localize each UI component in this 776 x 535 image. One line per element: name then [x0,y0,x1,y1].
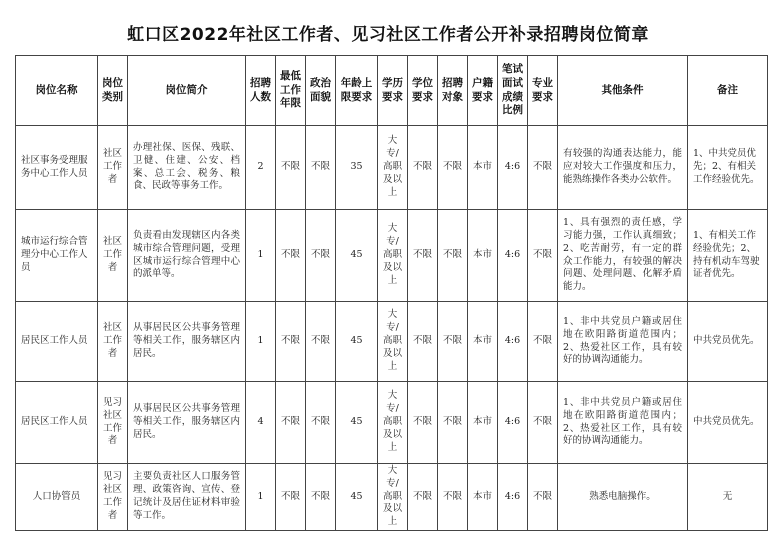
cell-education: 大专/高职及以上 [378,302,408,382]
cell-hukou: 本市 [468,126,498,210]
cell-political: 不限 [306,302,336,382]
table-row [16,126,768,210]
cell-count: 1 [246,210,276,302]
cell-education: 大专/高职及以上 [378,210,408,302]
cell-age: 45 [336,302,378,382]
cell-major: 不限 [528,302,558,382]
header-cell: 学位要求 [408,56,438,126]
header-cell: 招聘对象 [438,56,468,126]
cell-age: 45 [336,210,378,302]
cell-note: 1、中共党员优先；2、有相关工作经验优先。 [688,126,768,210]
cell-education: 大专/高职及以上 [378,126,408,210]
cell-degree: 不限 [408,302,438,382]
page-title: 虹口区2022年社区工作者、见习社区工作者公开补录招聘岗位简章 [127,25,649,45]
cell-major: 不限 [528,464,558,531]
cell-intro: 从事居民区公共事务管理等相关工作，服务辖区内居民。 [128,302,246,382]
cell-ratio: 4:6 [498,382,528,464]
cell-ratio: 4:6 [498,302,528,382]
cell-hukou: 本市 [468,302,498,382]
cell-political: 不限 [306,382,336,464]
cell-target: 不限 [438,464,468,531]
header-cell: 其他条件 [558,56,688,126]
header-cell: 专业要求 [528,56,558,126]
cell-other: 熟悉电脑操作。 [558,464,688,531]
cell-category: 见习社区工作者 [98,464,128,531]
cell-target: 不限 [438,302,468,382]
table-row [16,464,768,531]
cell-other: 1、非中共党员户籍或居住地在欧阳路街道范围内；2、热爱社区工作，具有较好的协调沟通能力。 [558,302,688,382]
header-cell: 备注 [688,56,768,126]
cell-intro: 从事居民区公共事务管理等相关工作，服务辖区内居民。 [128,382,246,464]
cell-note: 中共党员优先。 [688,382,768,464]
header-cell: 最低工作年限 [276,56,306,126]
cell-education: 大专/高职及以上 [378,382,408,464]
cell-hukou: 本市 [468,210,498,302]
cell-major: 不限 [528,210,558,302]
job-table [15,55,768,531]
cell-count: 4 [246,382,276,464]
cell-count: 1 [246,302,276,382]
cell-degree: 不限 [408,210,438,302]
cell-intro: 办理社保、医保、残联、卫健、住建、公安、档案、总工会、税务、粮食、民政等事务工作。 [128,126,246,210]
cell-category: 见习社区工作者 [98,382,128,464]
cell-target: 不限 [438,210,468,302]
cell-ratio: 4:6 [498,210,528,302]
table-header-row [16,56,768,126]
cell-political: 不限 [306,210,336,302]
header-cell: 政治面貌 [306,56,336,126]
cell-intro: 负责看由发现辖区内各类城市综合管理问题，受理区城市运行综合管理中心的派单等。 [128,210,246,302]
cell-education: 大专/高职及以上 [378,464,408,531]
header-cell: 学历要求 [378,56,408,126]
cell-degree: 不限 [408,464,438,531]
cell-target: 不限 [438,126,468,210]
cell-target: 不限 [438,382,468,464]
cell-name: 城市运行综合管理分中心工作人员 [16,210,98,302]
cell-years: 不限 [276,464,306,531]
cell-major: 不限 [528,382,558,464]
header-cell: 岗位简介 [128,56,246,126]
cell-years: 不限 [276,210,306,302]
header-cell: 笔试面试成绩比例 [498,56,528,126]
cell-note: 1、有相关工作经验优先；2、持有机动车驾驶证者优先。 [688,210,768,302]
table-row [16,382,768,464]
cell-name: 人口协管员 [16,464,98,531]
header-cell: 招聘人数 [246,56,276,126]
cell-degree: 不限 [408,126,438,210]
cell-ratio: 4:6 [498,464,528,531]
cell-category: 社区工作者 [98,210,128,302]
cell-other: 有较强的沟通表达能力，能应对较大工作强度和压力，能熟练操作各类办公软件。 [558,126,688,210]
header-cell: 年龄上限要求 [336,56,378,126]
cell-hukou: 本市 [468,464,498,531]
cell-ratio: 4:6 [498,126,528,210]
cell-name: 社区事务受理服务中心工作人员 [16,126,98,210]
header-cell: 岗位类别 [98,56,128,126]
table-row [16,302,768,382]
cell-other: 1、非中共党员户籍或居住地在欧阳路街道范围内；2、热爱社区工作，具有较好的协调沟通能力。 [558,382,688,464]
table-row [16,210,768,302]
cell-name: 居民区工作人员 [16,382,98,464]
cell-age: 45 [336,464,378,531]
cell-intro: 主要负责社区人口服务管理、政策咨询、宣传、登记统计及居住证材料审验等工作。 [128,464,246,531]
cell-category: 社区工作者 [98,302,128,382]
cell-political: 不限 [306,126,336,210]
cell-note: 中共党员优先。 [688,302,768,382]
cell-years: 不限 [276,126,306,210]
cell-years: 不限 [276,382,306,464]
cell-political: 不限 [306,464,336,531]
cell-count: 1 [246,464,276,531]
cell-category: 社区工作者 [98,126,128,210]
cell-major: 不限 [528,126,558,210]
cell-age: 45 [336,382,378,464]
cell-count: 2 [246,126,276,210]
cell-note: 无 [688,464,768,531]
cell-age: 35 [336,126,378,210]
cell-other: 1、具有强烈的责任感，学习能力强，工作认真细致；2、吃苦耐劳，有一定的群众工作能力，有较强的解决问题、处理问题、化解矛盾能力。 [558,210,688,302]
cell-name: 居民区工作人员 [16,302,98,382]
cell-hukou: 本市 [468,382,498,464]
header-cell: 户籍要求 [468,56,498,126]
cell-degree: 不限 [408,382,438,464]
header-cell: 岗位名称 [16,56,98,126]
cell-years: 不限 [276,302,306,382]
